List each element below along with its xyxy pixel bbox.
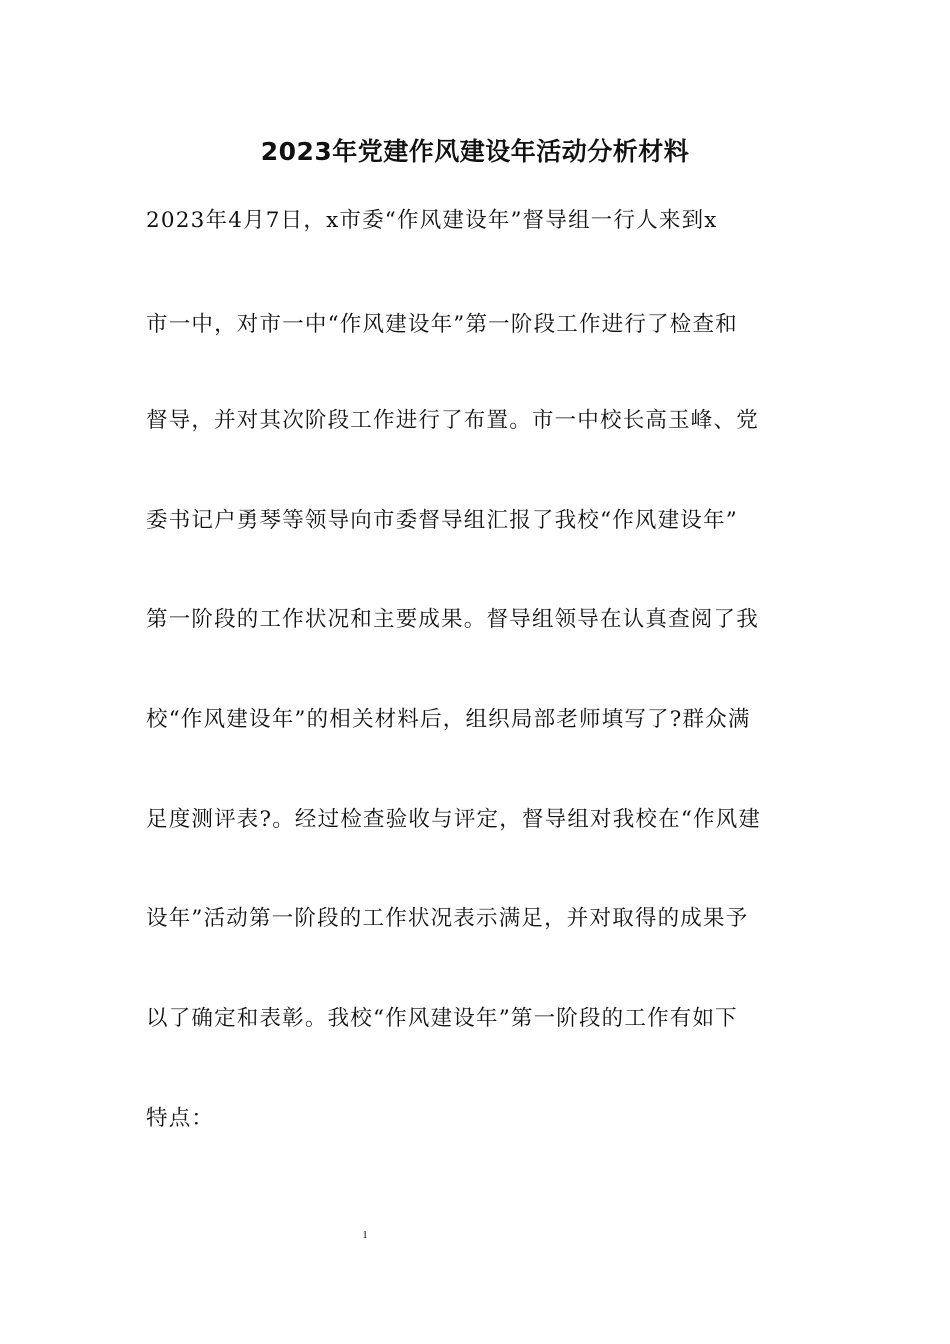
body-line-6: 校“作风建设年”的相关材料后，组织局部老师填写了?群众满: [146, 707, 751, 732]
body-line-7: 足度测评表?。经过检查验收与评定，督导组对我校在“作风建: [146, 807, 762, 832]
body-line-1: 2023年4月7日，x市委“作风建设年”督导组一行人来到x: [146, 208, 718, 233]
body-line-2: 市一中，对市一中“作风建设年”第一阶段工作进行了检查和: [146, 312, 738, 337]
body-line-8: 设年”活动第一阶段的工作状况表示满足，并对取得的成果予: [146, 906, 749, 931]
body-line-4: 委书记户勇琴等领导向市委督导组汇报了我校“作风建设年”: [146, 508, 738, 533]
body-line-9: 以了确定和表彰。我校“作风建设年”第一阶段的工作有如下: [146, 1006, 738, 1031]
body-line-5: 第一阶段的工作状况和主要成果。督导组领导在认真查阅了我: [146, 607, 759, 632]
document-title: 2023年党建作风建设年活动分析材料: [260, 137, 690, 166]
body-line-3: 督导，并对其次阶段工作进行了布置。市一中校长高玉峰、党: [146, 408, 759, 433]
page-number: 1: [362, 1229, 368, 1241]
body-line-10: 特点：: [146, 1106, 215, 1131]
